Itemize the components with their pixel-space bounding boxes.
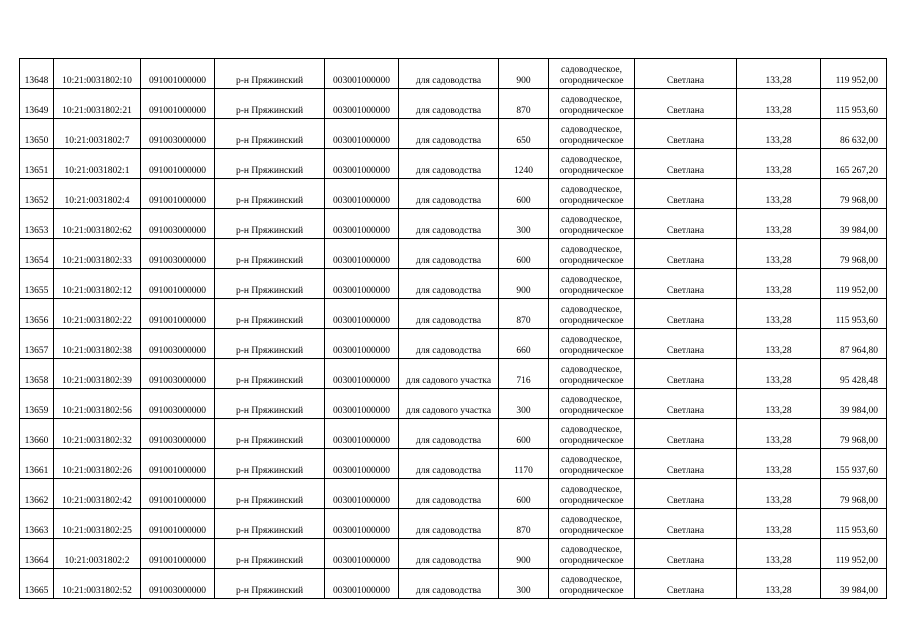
cell-owner: Светлана [635, 449, 737, 479]
land-use-line-2: огородническое [559, 556, 624, 566]
table-row [20, 89, 887, 119]
land-use-line-1: садоводческое, [561, 455, 622, 465]
cell-area: 716 [499, 359, 549, 389]
cell-cadastral-number: 10:21:0031802:7 [54, 119, 141, 149]
cell-okato-code: 091003000000 [141, 359, 215, 389]
cell-cadastral-number: 10:21:0031802:21 [54, 89, 141, 119]
cell-cost: 39 984,00 [821, 209, 887, 239]
cell-area: 900 [499, 269, 549, 299]
cell-district: р-н Пряжинский [215, 329, 325, 359]
cell-land-use [549, 179, 635, 209]
cell-district: р-н Пряжинский [215, 119, 325, 149]
cell-cost: 79 968,00 [821, 479, 887, 509]
cell-purpose: для садоводства [399, 209, 499, 239]
cell-okato-code: 091003000000 [141, 209, 215, 239]
cell-cost: 39 984,00 [821, 569, 887, 599]
cell-okato-code: 091001000000 [141, 89, 215, 119]
cell-purpose: для садоводства [399, 329, 499, 359]
cell-district: р-н Пряжинский [215, 509, 325, 539]
table-row [20, 329, 887, 359]
cell-land-use [549, 299, 635, 329]
land-use-line-2: огородническое [559, 76, 624, 86]
cell-oktmo-code: 003001000000 [325, 89, 399, 119]
table-row [20, 59, 887, 89]
cell-cadastral-number: 10:21:0031802:12 [54, 269, 141, 299]
cell-land-use [549, 89, 635, 119]
cell-cost: 115 953,60 [821, 299, 887, 329]
cell-rate: 133,28 [737, 449, 821, 479]
cell-rate: 133,28 [737, 359, 821, 389]
cell-cost: 79 968,00 [821, 419, 887, 449]
land-use-line-2: огородническое [559, 346, 624, 356]
land-use-line-2: огородническое [559, 166, 624, 176]
cell-district: р-н Пряжинский [215, 359, 325, 389]
cell-district: р-н Пряжинский [215, 59, 325, 89]
cell-land-use [549, 359, 635, 389]
land-use-line-1: садоводческое, [561, 575, 622, 585]
cell-cadastral-number: 10:21:0031802:1 [54, 149, 141, 179]
cell-owner: Светлана [635, 269, 737, 299]
cell-land-use [549, 59, 635, 89]
cell-land-use [549, 539, 635, 569]
land-use-line-1: садоводческое, [561, 485, 622, 495]
table-row [20, 269, 887, 299]
cell-okato-code: 091003000000 [141, 389, 215, 419]
cell-cadastral-number: 10:21:0031802:2 [54, 539, 141, 569]
cell-rate: 133,28 [737, 569, 821, 599]
cell-cost: 79 968,00 [821, 179, 887, 209]
cell-cost: 165 267,20 [821, 149, 887, 179]
cell-cadastral-number: 10:21:0031802:22 [54, 299, 141, 329]
cell-record-id: 13664 [20, 539, 54, 569]
cell-rate: 133,28 [737, 509, 821, 539]
cell-oktmo-code: 003001000000 [325, 119, 399, 149]
cell-oktmo-code: 003001000000 [325, 329, 399, 359]
cell-oktmo-code: 003001000000 [325, 179, 399, 209]
cell-cost: 86 632,00 [821, 119, 887, 149]
land-use-line-2: огородническое [559, 196, 624, 206]
cell-okato-code: 091001000000 [141, 179, 215, 209]
cell-cadastral-number: 10:21:0031802:42 [54, 479, 141, 509]
cell-cadastral-number: 10:21:0031802:33 [54, 239, 141, 269]
cell-cost: 87 964,80 [821, 329, 887, 359]
land-use-line-1: садоводческое, [561, 305, 622, 315]
table-row [20, 389, 887, 419]
cell-okato-code: 091001000000 [141, 539, 215, 569]
cell-rate: 133,28 [737, 89, 821, 119]
cell-purpose: для садоводства [399, 89, 499, 119]
cell-area: 300 [499, 569, 549, 599]
cell-area: 600 [499, 479, 549, 509]
land-use-line-1: садоводческое, [561, 515, 622, 525]
cell-district: р-н Пряжинский [215, 569, 325, 599]
cell-cost: 95 428,48 [821, 359, 887, 389]
cell-cost: 119 952,00 [821, 59, 887, 89]
table-row [20, 149, 887, 179]
table-row [20, 209, 887, 239]
cell-record-id: 13653 [20, 209, 54, 239]
cell-district: р-н Пряжинский [215, 479, 325, 509]
land-use-line-2: огородническое [559, 406, 624, 416]
cell-cadastral-number: 10:21:0031802:26 [54, 449, 141, 479]
cell-record-id: 13652 [20, 179, 54, 209]
cell-rate: 133,28 [737, 539, 821, 569]
cell-land-use [549, 239, 635, 269]
cell-cadastral-number: 10:21:0031802:25 [54, 509, 141, 539]
cell-district: р-н Пряжинский [215, 209, 325, 239]
table-row [20, 509, 887, 539]
cell-purpose: для садового участка [399, 359, 499, 389]
cell-okato-code: 091003000000 [141, 329, 215, 359]
table-row [20, 569, 887, 599]
cell-owner: Светлана [635, 419, 737, 449]
cell-area: 1170 [499, 449, 549, 479]
cell-owner: Светлана [635, 359, 737, 389]
cell-area: 660 [499, 329, 549, 359]
land-use-line-1: садоводческое, [561, 125, 622, 135]
cell-owner: Светлана [635, 209, 737, 239]
cell-land-use [549, 149, 635, 179]
land-use-line-2: огородническое [559, 526, 624, 536]
land-plots-table [19, 58, 887, 599]
cell-owner: Светлана [635, 539, 737, 569]
land-use-line-2: огородническое [559, 496, 624, 506]
cell-oktmo-code: 003001000000 [325, 239, 399, 269]
cell-record-id: 13661 [20, 449, 54, 479]
cell-rate: 133,28 [737, 209, 821, 239]
cell-oktmo-code: 003001000000 [325, 149, 399, 179]
cell-district: р-н Пряжинский [215, 299, 325, 329]
cell-land-use [549, 449, 635, 479]
cell-area: 600 [499, 419, 549, 449]
cell-okato-code: 091001000000 [141, 149, 215, 179]
cell-purpose: для садоводства [399, 269, 499, 299]
cell-purpose: для садоводства [399, 539, 499, 569]
land-use-line-2: огородническое [559, 436, 624, 446]
land-use-line-1: садоводческое, [561, 395, 622, 405]
cell-purpose: для садоводства [399, 299, 499, 329]
cell-oktmo-code: 003001000000 [325, 509, 399, 539]
cell-land-use [549, 389, 635, 419]
land-use-line-2: огородническое [559, 466, 624, 476]
cell-district: р-н Пряжинский [215, 239, 325, 269]
cell-record-id: 13660 [20, 419, 54, 449]
land-use-line-1: садоводческое, [561, 185, 622, 195]
cell-cadastral-number: 10:21:0031802:56 [54, 389, 141, 419]
cell-land-use [549, 329, 635, 359]
cell-district: р-н Пряжинский [215, 269, 325, 299]
cell-owner: Светлана [635, 389, 737, 419]
cell-land-use [549, 269, 635, 299]
land-use-line-2: огородническое [559, 376, 624, 386]
cell-rate: 133,28 [737, 329, 821, 359]
cell-okato-code: 091003000000 [141, 119, 215, 149]
cell-purpose: для садоводства [399, 179, 499, 209]
table-row [20, 299, 887, 329]
cell-record-id: 13662 [20, 479, 54, 509]
land-use-line-1: садоводческое, [561, 425, 622, 435]
land-use-line-1: садоводческое, [561, 155, 622, 165]
cell-land-use [549, 509, 635, 539]
cell-record-id: 13648 [20, 59, 54, 89]
cell-area: 900 [499, 539, 549, 569]
cell-okato-code: 091001000000 [141, 59, 215, 89]
cell-okato-code: 091003000000 [141, 419, 215, 449]
cell-area: 300 [499, 209, 549, 239]
cell-rate: 133,28 [737, 269, 821, 299]
cell-oktmo-code: 003001000000 [325, 59, 399, 89]
land-use-line-1: садоводческое, [561, 365, 622, 375]
cell-district: р-н Пряжинский [215, 179, 325, 209]
cell-okato-code: 091003000000 [141, 569, 215, 599]
cell-oktmo-code: 003001000000 [325, 209, 399, 239]
table-row [20, 179, 887, 209]
cell-rate: 133,28 [737, 59, 821, 89]
land-use-line-1: садоводческое, [561, 335, 622, 345]
cell-cadastral-number: 10:21:0031802:62 [54, 209, 141, 239]
cell-cost: 119 952,00 [821, 539, 887, 569]
cell-okato-code: 091001000000 [141, 269, 215, 299]
cell-owner: Светлана [635, 179, 737, 209]
table-row [20, 239, 887, 269]
cell-area: 600 [499, 239, 549, 269]
cell-cadastral-number: 10:21:0031802:39 [54, 359, 141, 389]
cell-record-id: 13659 [20, 389, 54, 419]
cell-owner: Светлана [635, 479, 737, 509]
cell-rate: 133,28 [737, 479, 821, 509]
land-use-line-2: огородническое [559, 106, 624, 116]
cell-record-id: 13655 [20, 269, 54, 299]
cell-oktmo-code: 003001000000 [325, 449, 399, 479]
cell-record-id: 13650 [20, 119, 54, 149]
cell-rate: 133,28 [737, 119, 821, 149]
cell-record-id: 13658 [20, 359, 54, 389]
cell-area: 300 [499, 389, 549, 419]
cell-district: р-н Пряжинский [215, 149, 325, 179]
cell-land-use [549, 569, 635, 599]
cell-owner: Светлана [635, 509, 737, 539]
land-use-line-1: садоводческое, [561, 95, 622, 105]
table-row [20, 479, 887, 509]
cell-district: р-н Пряжинский [215, 419, 325, 449]
cell-purpose: для садоводства [399, 119, 499, 149]
cell-area: 650 [499, 119, 549, 149]
cell-owner: Светлана [635, 569, 737, 599]
cell-area: 900 [499, 59, 549, 89]
land-use-line-2: огородническое [559, 136, 624, 146]
table-row [20, 359, 887, 389]
cell-cadastral-number: 10:21:0031802:52 [54, 569, 141, 599]
cell-district: р-н Пряжинский [215, 89, 325, 119]
cell-owner: Светлана [635, 239, 737, 269]
cell-area: 600 [499, 179, 549, 209]
cell-cadastral-number: 10:21:0031802:32 [54, 419, 141, 449]
cell-record-id: 13649 [20, 89, 54, 119]
cell-record-id: 13657 [20, 329, 54, 359]
cell-oktmo-code: 003001000000 [325, 479, 399, 509]
cell-cadastral-number: 10:21:0031802:10 [54, 59, 141, 89]
cell-okato-code: 091001000000 [141, 449, 215, 479]
cell-area: 870 [499, 509, 549, 539]
cell-cost: 119 952,00 [821, 269, 887, 299]
cell-record-id: 13651 [20, 149, 54, 179]
cell-rate: 133,28 [737, 389, 821, 419]
cell-purpose: для садоводства [399, 509, 499, 539]
cell-owner: Светлана [635, 59, 737, 89]
cell-oktmo-code: 003001000000 [325, 419, 399, 449]
cell-purpose: для садоводства [399, 419, 499, 449]
table-body [20, 59, 887, 599]
cell-oktmo-code: 003001000000 [325, 299, 399, 329]
cell-okato-code: 091001000000 [141, 479, 215, 509]
cell-rate: 133,28 [737, 179, 821, 209]
cell-purpose: для садоводства [399, 149, 499, 179]
cell-oktmo-code: 003001000000 [325, 539, 399, 569]
cell-cadastral-number: 10:21:0031802:4 [54, 179, 141, 209]
cell-cadastral-number: 10:21:0031802:38 [54, 329, 141, 359]
table-row [20, 419, 887, 449]
cell-area: 1240 [499, 149, 549, 179]
cell-cost: 115 953,60 [821, 509, 887, 539]
cell-okato-code: 091003000000 [141, 239, 215, 269]
land-use-line-1: садоводческое, [561, 275, 622, 285]
cell-cost: 155 937,60 [821, 449, 887, 479]
cell-rate: 133,28 [737, 299, 821, 329]
cell-land-use [549, 479, 635, 509]
cell-area: 870 [499, 89, 549, 119]
land-use-line-2: огородническое [559, 286, 624, 296]
cell-purpose: для садоводства [399, 479, 499, 509]
land-use-line-1: садоводческое, [561, 215, 622, 225]
cell-record-id: 13654 [20, 239, 54, 269]
cell-owner: Светлана [635, 329, 737, 359]
cell-purpose: для садоводства [399, 449, 499, 479]
cell-record-id: 13665 [20, 569, 54, 599]
cell-land-use [549, 209, 635, 239]
cell-area: 870 [499, 299, 549, 329]
land-use-line-1: садоводческое, [561, 245, 622, 255]
cell-oktmo-code: 003001000000 [325, 389, 399, 419]
cell-okato-code: 091001000000 [141, 509, 215, 539]
cell-land-use [549, 119, 635, 149]
cell-record-id: 13656 [20, 299, 54, 329]
land-use-line-1: садоводческое, [561, 545, 622, 555]
land-use-line-1: садоводческое, [561, 65, 622, 75]
cell-oktmo-code: 003001000000 [325, 569, 399, 599]
cell-cost: 79 968,00 [821, 239, 887, 269]
cell-district: р-н Пряжинский [215, 449, 325, 479]
cell-purpose: для садового участка [399, 389, 499, 419]
cell-purpose: для садоводства [399, 59, 499, 89]
cell-cost: 115 953,60 [821, 89, 887, 119]
table-row [20, 449, 887, 479]
cell-land-use [549, 419, 635, 449]
land-use-line-2: огородническое [559, 256, 624, 266]
cell-district: р-н Пряжинский [215, 389, 325, 419]
cell-purpose: для садоводства [399, 239, 499, 269]
land-use-line-2: огородническое [559, 316, 624, 326]
table-row [20, 119, 887, 149]
table-row [20, 539, 887, 569]
cell-rate: 133,28 [737, 149, 821, 179]
cell-rate: 133,28 [737, 239, 821, 269]
cell-owner: Светлана [635, 119, 737, 149]
cell-oktmo-code: 003001000000 [325, 269, 399, 299]
cell-owner: Светлана [635, 89, 737, 119]
cell-owner: Светлана [635, 149, 737, 179]
cell-okato-code: 091001000000 [141, 299, 215, 329]
land-use-line-2: огородническое [559, 586, 624, 596]
cell-district: р-н Пряжинский [215, 539, 325, 569]
cell-oktmo-code: 003001000000 [325, 359, 399, 389]
cell-rate: 133,28 [737, 419, 821, 449]
land-use-line-2: огородническое [559, 226, 624, 236]
cell-cost: 39 984,00 [821, 389, 887, 419]
cell-record-id: 13663 [20, 509, 54, 539]
cell-purpose: для садоводства [399, 569, 499, 599]
cell-owner: Светлана [635, 299, 737, 329]
